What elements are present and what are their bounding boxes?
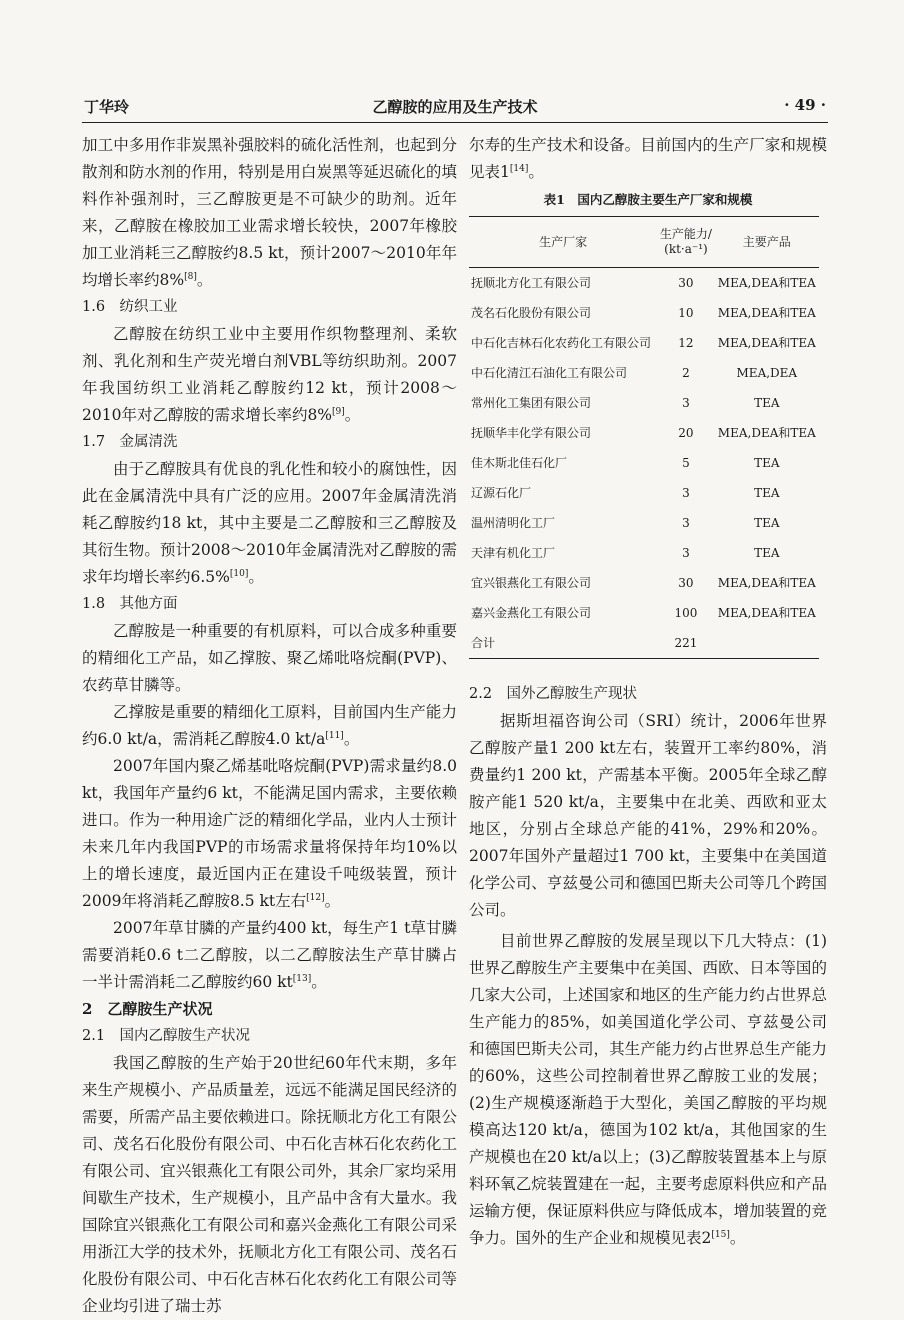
section-heading: 1.6 纺织工业	[82, 299, 178, 315]
total-label: 合计	[469, 628, 657, 659]
section-heading: 1.8 其他方面	[82, 596, 178, 612]
section-heading: 2.1 国内乙醇胺生产状况	[82, 1028, 251, 1044]
section-heading: 2 乙醇胺生产状况	[82, 1000, 213, 1018]
cell-company: 中石化清江石油化工有限公司	[471, 365, 628, 380]
cell-product: MEA,DEA和TEA	[717, 605, 816, 620]
paragraph: 尔寿的生产技术和设备。目前国内的生产厂家和规模见表1[14]。	[469, 136, 827, 181]
cell-capacity: 3	[682, 515, 690, 530]
cell-capacity: 3	[682, 395, 690, 410]
paragraph: 据斯坦福咨询公司（SRI）统计，2006年世界乙醇胺产量1 200 kt左右，装置开工率约80%，消费量约1 200 kt，产需基本平衡。2005年全球乙醇胺产能1 520 kt/a，主要集中在北美、西欧和亚太地区，分别占全球总产能的41%，29%和20%。2007年国外产量超过1 700 kt，主要集中在美国道化学公司、亨兹曼公司和德国巴斯夫公司等几个跨国公司。	[469, 712, 827, 919]
table-caption: 表1 国内乙醇胺主要生产厂家和规模	[543, 192, 753, 207]
table-row	[469, 418, 819, 448]
cell-product: TEA	[754, 455, 780, 470]
table-row	[469, 328, 819, 358]
total-empty-cell	[715, 628, 819, 659]
paragraph: 乙醇胺是一种重要的有机原料，可以合成多种重要的精细化工产品，如乙撑胺、聚乙烯吡咯烷酮(PVP)、农药草甘膦等。	[82, 622, 457, 694]
table-row	[469, 568, 819, 598]
total-value: 221	[657, 628, 714, 659]
table-row	[469, 268, 819, 299]
header-title: 乙醇胺的应用及生产技术	[372, 98, 538, 116]
table-row	[469, 508, 819, 538]
table-row	[469, 448, 819, 478]
column-header-product: 主要产品	[715, 217, 819, 268]
table-row	[469, 358, 819, 388]
paragraph: 加工中多用作非炭黑补强胶料的硫化活性剂，也起到分散剂和防水剂的作用，特别是用白炭黑等延迟硫化的填料作补强剂时，三乙醇胺更是不可缺少的助剂。近年来，乙醇胺在橡胶加工业需求增长较快，2007年橡胶加工业消耗三乙醇胺约8.5 kt，预计2007～2010年年均增长率约8%[8]。	[82, 136, 457, 289]
section-heading: 2.2 国外乙醇胺生产现状	[469, 686, 638, 702]
cell-product: TEA	[754, 485, 780, 500]
running-header	[84, 96, 826, 120]
producer-table	[469, 216, 819, 659]
cell-product: MEA,DEA	[736, 365, 798, 380]
cell-capacity: 30	[678, 275, 694, 290]
table-total-row	[469, 628, 819, 659]
cell-company: 辽源石化厂	[471, 485, 532, 500]
cell-capacity: 30	[678, 575, 694, 590]
header-rule	[82, 122, 828, 123]
cell-product: MEA,DEA和TEA	[717, 305, 816, 320]
cell-product: TEA	[754, 545, 780, 560]
cell-company: 茂名石化股份有限公司	[471, 305, 592, 320]
left-column	[82, 132, 457, 1320]
table-row	[469, 298, 819, 328]
citation: [11]	[325, 730, 344, 741]
paragraph: 2007年草甘膦的产量约400 kt，每生产1 t草甘膦需要消耗0.6 t二乙醇胺，以二乙醇胺法生产草甘膦占一半计需消耗二乙醇胺约60 kt[13]。	[82, 919, 457, 991]
paragraph: 2007年国内聚乙烯基吡咯烷酮(PVP)需求量约8.0 kt，我国年产量约6 kt，不能满足国内需求，主要依赖进口。作为一种用途广泛的精细化学品，业内人士预计未来几年内我国PVP的市场需求量将保持年均10%以上的增长速度，最近国内正在建设千吨级装置，预计2009年将消耗乙醇胺8.5 kt左右[12]。	[82, 757, 457, 910]
cell-company: 宜兴银燕化工有限公司	[471, 575, 592, 590]
paragraph: 乙撑胺是重要的精细化工原料，目前国内生产能力约6.0 kt/a，需消耗乙醇胺4.0 kt/a[11]。	[82, 703, 457, 748]
cell-company: 佳木斯北佳石化厂	[471, 455, 568, 470]
cell-company: 嘉兴金燕化工有限公司	[471, 605, 592, 620]
paragraph: 由于乙醇胺具有优良的乳化性和较小的腐蚀性，因此在金属清洗中具有广泛的应用。2007年金属清洗消耗乙醇胺约18 kt，其中主要是二乙醇胺和三乙醇胺及其衍生物。预计2008～2010年金属清洗对乙醇胺的需求年均增长率约6.5%[10]。	[82, 460, 457, 586]
cell-company: 抚顺北方化工有限公司	[471, 275, 592, 290]
paragraph: 我国乙醇胺的生产始于20世纪60年代末期，多年来生产规模小、产品质量差，远远不能满足国民经济的需要，所需产品主要依赖进口。除抚顺北方化工有限公司、茂名石化股份有限公司、中石化吉林石化农药化工有限公司、宜兴银燕化工有限公司外，其余厂家均采用间歇生产技术，生产规模小，且产品中含有大量水。我国除宜兴银燕化工有限公司和嘉兴金燕化工有限公司采用浙江大学的技术外，抚顺北方化工有限公司、茂名石化股份有限公司、中石化吉林石化农药化工有限公司等企业均引进了瑞士苏	[82, 1054, 457, 1315]
column-header-company: 生产厂家	[469, 217, 657, 268]
cell-capacity: 100	[674, 605, 698, 620]
section-heading: 1.7 金属清洗	[82, 434, 178, 450]
cell-company: 抚顺华丰化学有限公司	[471, 425, 592, 440]
cell-capacity: 3	[682, 545, 690, 560]
cell-capacity: 5	[682, 455, 690, 470]
right-column	[469, 132, 827, 1252]
citation: [15]	[711, 1229, 730, 1240]
cell-product: TEA	[754, 395, 780, 410]
cell-product: MEA,DEA和TEA	[717, 275, 816, 290]
citation: [9]	[332, 406, 345, 417]
cell-company: 温州清明化工厂	[471, 515, 556, 530]
table-row	[469, 598, 819, 628]
paragraph: 目前世界乙醇胺的发展呈现以下几大特点：(1)世界乙醇胺生产主要集中在美国、西欧、日本等国的几家大公司，上述国家和地区的生产能力约占世界总生产能力的85%，如美国道化学公司、亨兹曼公司和德国巴斯夫公司，其生产能力约占世界总生产能力的60%，这些公司控制着世界乙醇胺工业的发展；(2)生产规模逐渐趋于大型化，美国乙醇胺的平均规模高达120 kt/a，德国为102 kt/a，其他国家的生产规模也在20 kt/a以上；(3)乙醇胺装置基本上与原料环氧乙烷装置建在一起，主要考虑原料供应和产品运输方便，保证原料供应与降低成本，增加装置的竞争力。国外的生产企业和规模见表2[15]。	[469, 932, 827, 1247]
cell-product: MEA,DEA和TEA	[717, 335, 816, 350]
column-header-capacity: 生产能力/ (kt·a⁻¹)	[657, 217, 714, 268]
page-number: · 49 ·	[784, 96, 826, 114]
cell-capacity: 10	[678, 305, 694, 320]
table-header-row	[469, 217, 819, 268]
cell-capacity: 2	[682, 365, 690, 380]
cell-capacity: 20	[678, 425, 694, 440]
table-row	[469, 388, 819, 418]
cell-product: MEA,DEA和TEA	[717, 575, 816, 590]
cell-company: 中石化吉林石化农药化工有限公司	[471, 335, 652, 350]
cell-product: MEA,DEA和TEA	[717, 425, 816, 440]
paragraph: 乙醇胺在纺织工业中主要用作织物整理剂、柔软剂、乳化剂和生产荧光增白剂VBL等纺织助剂。2007年我国纺织工业消耗乙醇胺约12 kt，预计2008～2010年对乙醇胺的需求增长率约8%[9]。	[82, 325, 457, 424]
table-row	[469, 538, 819, 568]
cell-company: 天津有机化工厂	[471, 545, 556, 560]
cell-capacity: 3	[682, 485, 690, 500]
header-author: 丁华玲	[84, 98, 130, 116]
cell-product: TEA	[754, 515, 780, 530]
cell-capacity: 12	[678, 335, 694, 350]
citation: [12]	[306, 892, 325, 903]
citation: [10]	[229, 568, 249, 579]
citation: [8]	[184, 271, 197, 282]
citation: [13]	[292, 973, 312, 984]
citation: [14]	[509, 163, 529, 174]
table-row	[469, 478, 819, 508]
cell-company: 常州化工集团有限公司	[471, 395, 592, 410]
